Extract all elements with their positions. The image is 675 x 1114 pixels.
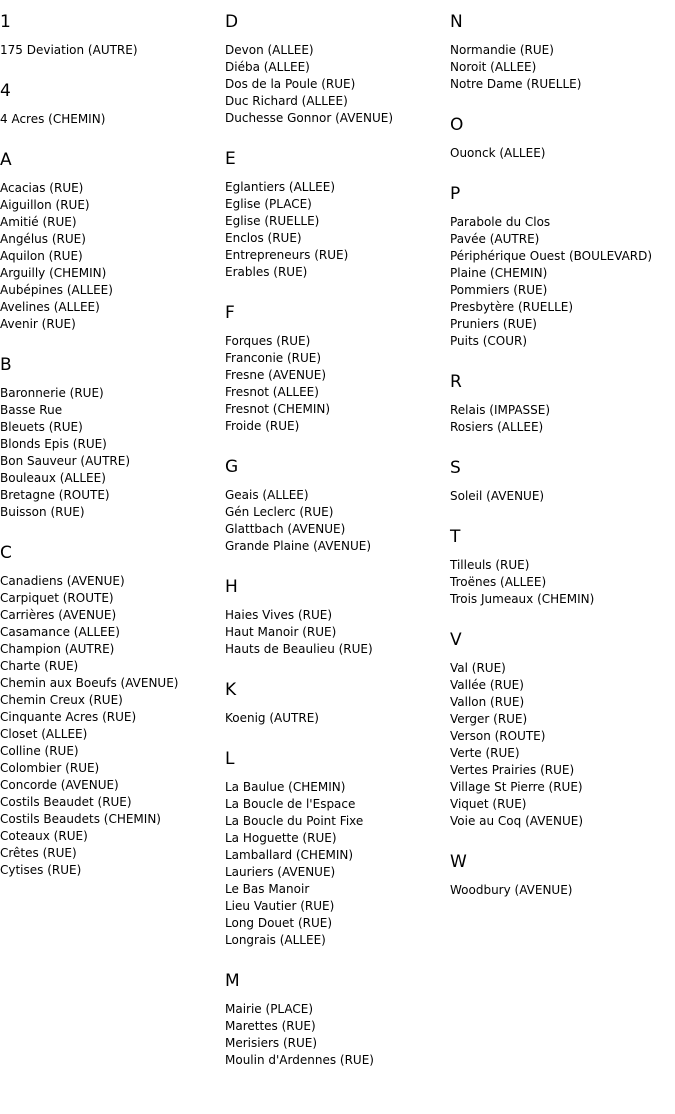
street-link[interactable]: Le Bas Manoir xyxy=(225,882,310,896)
section-letter-heading: S xyxy=(450,458,461,478)
street-link[interactable]: Casamance (ALLEE) xyxy=(0,625,120,639)
letter-section xyxy=(225,971,447,1069)
street-list-item xyxy=(450,762,672,779)
street-link[interactable]: Glattbach (AVENUE) xyxy=(225,522,346,536)
street-link[interactable]: Troënes (ALLEE) xyxy=(450,575,547,589)
section-letter-heading: H xyxy=(225,577,238,597)
street-list-item xyxy=(225,367,447,384)
street-list-item xyxy=(0,777,222,794)
street-link[interactable]: Concorde (AVENUE) xyxy=(0,778,119,792)
street-list-item xyxy=(0,641,222,658)
letter-section xyxy=(450,115,672,162)
letter-section xyxy=(225,12,447,127)
street-list-item xyxy=(0,111,222,128)
street-link[interactable]: Bretagne (ROUTE) xyxy=(0,488,110,502)
street-list xyxy=(0,385,222,521)
street-link[interactable]: Geais (ALLEE) xyxy=(225,488,309,502)
street-link[interactable]: Eglise (PLACE) xyxy=(225,197,312,211)
street-list-item xyxy=(225,830,447,847)
street-list xyxy=(450,660,672,830)
street-link[interactable]: Plaine (CHEMIN) xyxy=(450,266,548,280)
letter-section xyxy=(0,12,222,59)
street-list-item xyxy=(450,59,672,76)
letter-section xyxy=(225,749,447,949)
street-list-item xyxy=(0,504,222,521)
street-link[interactable]: Woodbury (AVENUE) xyxy=(450,883,573,897)
street-list xyxy=(225,1001,447,1069)
street-link[interactable]: Notre Dame (RUELLE) xyxy=(450,77,582,91)
street-list-item xyxy=(450,557,672,574)
letter-section xyxy=(0,81,222,128)
street-link[interactable]: Champion (AUTRE) xyxy=(0,642,115,656)
letter-section xyxy=(225,680,447,727)
street-list-item xyxy=(450,76,672,93)
street-link[interactable]: Chemin Creux (RUE) xyxy=(0,693,123,707)
street-link[interactable]: Aquilon (RUE) xyxy=(0,249,83,263)
street-link[interactable]: Avenir (RUE) xyxy=(0,317,76,331)
street-list-item xyxy=(0,42,222,59)
street-list-item xyxy=(450,265,672,282)
street-list-item xyxy=(225,641,447,658)
section-letter-heading: P xyxy=(450,184,461,204)
section-letter-heading: O xyxy=(450,115,464,135)
street-link[interactable]: Rosiers (ALLEE) xyxy=(450,420,544,434)
letter-section xyxy=(0,355,222,521)
street-list xyxy=(450,488,672,505)
section-letter-heading: D xyxy=(225,12,239,32)
street-list-item xyxy=(450,796,672,813)
street-link[interactable]: Forques (RUE) xyxy=(225,334,311,348)
section-letter-heading: N xyxy=(450,12,463,32)
street-link[interactable]: Entrepreneurs (RUE) xyxy=(225,248,349,262)
street-list-item xyxy=(450,419,672,436)
street-list-item xyxy=(225,881,447,898)
street-link[interactable]: Eglantiers (ALLEE) xyxy=(225,180,336,194)
street-link[interactable]: Closet (ALLEE) xyxy=(0,727,88,741)
street-index-column-2 xyxy=(225,12,447,1091)
street-list-item xyxy=(450,42,672,59)
street-link[interactable]: Haies Vives (RUE) xyxy=(225,608,333,622)
street-link[interactable]: Lieu Vautier (RUE) xyxy=(225,899,335,913)
street-link[interactable]: Franconie (RUE) xyxy=(225,351,322,365)
street-list-item xyxy=(450,591,672,608)
street-index-column-1 xyxy=(0,12,222,901)
street-list-item xyxy=(225,179,447,196)
street-list-item xyxy=(225,59,447,76)
letter-section xyxy=(450,184,672,350)
letter-section xyxy=(0,150,222,333)
street-list xyxy=(450,42,672,93)
street-list-item xyxy=(450,677,672,694)
street-list-item xyxy=(0,607,222,624)
street-link[interactable]: Canadiens (AVENUE) xyxy=(0,574,125,588)
street-link[interactable]: Hauts de Beaulieu (RUE) xyxy=(225,642,373,656)
street-link[interactable]: Erables (RUE) xyxy=(225,265,308,279)
street-list-item xyxy=(450,694,672,711)
street-list-item xyxy=(0,726,222,743)
street-link[interactable]: Périphérique Ouest (BOULEVARD) xyxy=(450,249,653,263)
street-list xyxy=(225,779,447,949)
section-letter-heading: C xyxy=(0,543,12,563)
street-link[interactable]: Avelines (ALLEE) xyxy=(0,300,100,314)
street-link[interactable]: La Boucle du Point Fixe xyxy=(225,814,364,828)
street-link[interactable]: Tilleuls (RUE) xyxy=(450,558,530,572)
street-link[interactable]: Bon Sauveur (AUTRE) xyxy=(0,454,131,468)
street-link[interactable]: Amitié (RUE) xyxy=(0,215,77,229)
street-list xyxy=(225,42,447,127)
section-letter-heading: V xyxy=(450,630,462,650)
street-list-item xyxy=(225,264,447,281)
street-list xyxy=(450,145,672,162)
street-list-item xyxy=(225,76,447,93)
street-list-item xyxy=(450,333,672,350)
street-link[interactable]: Angélus (RUE) xyxy=(0,232,86,246)
street-link[interactable]: Chemin aux Boeufs (AVENUE) xyxy=(0,676,179,690)
letter-section xyxy=(450,852,672,899)
street-link[interactable]: Basse Rue xyxy=(0,403,63,417)
street-list-item xyxy=(0,180,222,197)
street-list xyxy=(225,710,447,727)
section-letter-heading: E xyxy=(225,149,236,169)
street-link[interactable]: La Hoguette (RUE) xyxy=(225,831,337,845)
street-list-item xyxy=(0,811,222,828)
street-list-item xyxy=(450,231,672,248)
section-letter-heading: G xyxy=(225,457,239,477)
street-link[interactable]: Pavée (AUTRE) xyxy=(450,232,540,246)
street-link[interactable]: Costils Beaudet (RUE) xyxy=(0,795,132,809)
street-list-item xyxy=(0,470,222,487)
street-link[interactable]: Carrières (AVENUE) xyxy=(0,608,117,622)
street-list-item xyxy=(225,42,447,59)
street-list-item xyxy=(0,282,222,299)
street-link[interactable]: Acacias (RUE) xyxy=(0,181,84,195)
street-link[interactable]: Viquet (RUE) xyxy=(450,797,527,811)
letter-section xyxy=(225,457,447,555)
street-list-item xyxy=(0,487,222,504)
letter-section xyxy=(450,458,672,505)
letter-section xyxy=(450,372,672,436)
street-link[interactable]: Coteaux (RUE) xyxy=(0,829,88,843)
street-list-item xyxy=(0,453,222,470)
street-list xyxy=(450,557,672,608)
street-list-item xyxy=(0,385,222,402)
section-letter-heading: F xyxy=(225,303,235,323)
street-list xyxy=(0,573,222,879)
street-link[interactable]: Aiguillon (RUE) xyxy=(0,198,90,212)
street-list-item xyxy=(225,110,447,127)
letter-section xyxy=(225,577,447,658)
street-list xyxy=(225,487,447,555)
street-link[interactable]: Normandie (RUE) xyxy=(450,43,554,57)
street-link[interactable]: Enclos (RUE) xyxy=(225,231,302,245)
street-link[interactable]: Grande Plaine (AVENUE) xyxy=(225,539,372,553)
street-list-item xyxy=(0,419,222,436)
street-link[interactable]: Verson (ROUTE) xyxy=(450,729,546,743)
street-link[interactable]: Carpiquet (ROUTE) xyxy=(0,591,114,605)
letter-section xyxy=(450,12,672,93)
street-list-item xyxy=(225,487,447,504)
street-link[interactable]: Baronnerie (RUE) xyxy=(0,386,104,400)
street-link[interactable]: Buisson (RUE) xyxy=(0,505,85,519)
street-link[interactable]: Haut Manoir (RUE) xyxy=(225,625,337,639)
section-letter-heading: B xyxy=(0,355,12,375)
street-link[interactable]: Eglise (RUELLE) xyxy=(225,214,320,228)
street-list-item xyxy=(225,1035,447,1052)
street-link[interactable]: Koenig (AUTRE) xyxy=(225,711,319,725)
street-list-item xyxy=(225,898,447,915)
street-list-item xyxy=(225,932,447,949)
street-link[interactable]: La Baulue (CHEMIN) xyxy=(225,780,346,794)
street-list-item xyxy=(0,675,222,692)
street-list-item xyxy=(450,214,672,231)
street-list-item xyxy=(225,384,447,401)
street-list-item xyxy=(450,728,672,745)
street-list-item xyxy=(225,813,447,830)
street-list-item xyxy=(450,282,672,299)
street-list-item xyxy=(0,794,222,811)
street-link[interactable]: 4 Acres (CHEMIN) xyxy=(0,112,106,126)
street-list-item xyxy=(225,1018,447,1035)
section-letter-heading: 4 xyxy=(0,81,11,101)
street-link[interactable]: Bleuets (RUE) xyxy=(0,420,83,434)
street-link[interactable]: Duchesse Gonnor (AVENUE) xyxy=(225,111,394,125)
street-list-item xyxy=(225,847,447,864)
street-link[interactable]: La Boucle de l'Espace xyxy=(225,797,356,811)
section-letter-heading: 1 xyxy=(0,12,11,32)
street-list-item xyxy=(0,828,222,845)
street-link[interactable]: Soleil (AVENUE) xyxy=(450,489,545,503)
street-link[interactable]: Merisiers (RUE) xyxy=(225,1036,318,1050)
street-link[interactable]: Val (RUE) xyxy=(450,661,506,675)
street-list-item xyxy=(450,574,672,591)
street-link[interactable]: Verte (RUE) xyxy=(450,746,520,760)
street-link[interactable]: Froide (RUE) xyxy=(225,419,300,433)
street-list xyxy=(225,607,447,658)
street-list xyxy=(225,333,447,435)
street-list-item xyxy=(0,231,222,248)
street-link[interactable]: Gén Leclerc (RUE) xyxy=(225,505,334,519)
street-list-item xyxy=(225,401,447,418)
street-link[interactable]: Crêtes (RUE) xyxy=(0,846,77,860)
street-list-item xyxy=(225,1001,447,1018)
street-link[interactable]: 175 Deviation (AUTRE) xyxy=(0,43,138,57)
street-link[interactable]: Bouleaux (ALLEE) xyxy=(0,471,106,485)
street-link[interactable]: Lauriers (AVENUE) xyxy=(225,865,336,879)
letter-section xyxy=(450,527,672,608)
street-list-item xyxy=(225,350,447,367)
street-list-item xyxy=(450,145,672,162)
street-link[interactable]: Fresnot (ALLEE) xyxy=(225,385,319,399)
street-list xyxy=(0,111,222,128)
street-link[interactable]: Colline (RUE) xyxy=(0,744,79,758)
street-link[interactable]: Costils Beaudets (CHEMIN) xyxy=(0,812,161,826)
street-list-item xyxy=(225,796,447,813)
street-list-item xyxy=(450,882,672,899)
street-link[interactable]: Puits (COUR) xyxy=(450,334,528,348)
street-list-item xyxy=(450,779,672,796)
street-list-item xyxy=(225,607,447,624)
street-list-item xyxy=(450,660,672,677)
street-list-item xyxy=(0,265,222,282)
street-list xyxy=(225,179,447,281)
street-link[interactable]: Vallée (RUE) xyxy=(450,678,524,692)
street-link[interactable]: Arguilly (CHEMIN) xyxy=(0,266,107,280)
street-list-item xyxy=(0,197,222,214)
street-list-item xyxy=(450,711,672,728)
street-index-column-3 xyxy=(450,12,672,921)
street-list-item xyxy=(225,1052,447,1069)
street-list-item xyxy=(0,436,222,453)
street-link[interactable]: Verger (RUE) xyxy=(450,712,528,726)
street-list-item xyxy=(225,230,447,247)
street-list-item xyxy=(0,402,222,419)
letter-section xyxy=(225,149,447,281)
street-list-item xyxy=(0,248,222,265)
street-list-item xyxy=(0,214,222,231)
section-letter-heading: A xyxy=(0,150,12,170)
street-list-item xyxy=(225,864,447,881)
street-link[interactable]: Devon (ALLEE) xyxy=(225,43,314,57)
street-link[interactable]: Long Douet (RUE) xyxy=(225,916,333,930)
street-link[interactable]: Blonds Epis (RUE) xyxy=(0,437,107,451)
street-link[interactable]: Dos de la Poule (RUE) xyxy=(225,77,356,91)
street-list-item xyxy=(0,845,222,862)
street-link[interactable]: Marettes (RUE) xyxy=(225,1019,316,1033)
street-list-item xyxy=(225,504,447,521)
street-link[interactable]: Pommiers (RUE) xyxy=(450,283,548,297)
street-link[interactable]: Cytises (RUE) xyxy=(0,863,82,877)
street-link[interactable]: Voie au Coq (AVENUE) xyxy=(450,814,584,828)
street-list-item xyxy=(0,862,222,879)
street-list-item xyxy=(225,915,447,932)
street-link[interactable]: Lamballard (CHEMIN) xyxy=(225,848,354,862)
street-link[interactable]: Moulin d'Ardennes (RUE) xyxy=(225,1053,374,1067)
letter-section xyxy=(225,303,447,435)
street-list-item xyxy=(450,316,672,333)
street-link[interactable]: Presbytère (RUELLE) xyxy=(450,300,574,314)
street-list xyxy=(450,402,672,436)
street-list xyxy=(450,214,672,350)
section-letter-heading: W xyxy=(450,852,467,872)
street-link[interactable]: Pruniers (RUE) xyxy=(450,317,537,331)
street-link[interactable]: Noroit (ALLEE) xyxy=(450,60,537,74)
street-list-item xyxy=(225,196,447,213)
street-link[interactable]: Trois Jumeaux (CHEMIN) xyxy=(450,592,595,606)
street-link[interactable]: Diéba (ALLEE) xyxy=(225,60,310,74)
street-list-item xyxy=(0,573,222,590)
street-list xyxy=(0,180,222,333)
street-link[interactable]: Village St Pierre (RUE) xyxy=(450,780,583,794)
street-list-item xyxy=(225,538,447,555)
street-link[interactable]: Relais (IMPASSE) xyxy=(450,403,551,417)
street-list-item xyxy=(225,418,447,435)
street-link[interactable]: Longrais (ALLEE) xyxy=(225,933,326,947)
street-link[interactable]: Charte (RUE) xyxy=(0,659,79,673)
street-link[interactable]: Ouonck (ALLEE) xyxy=(450,146,546,160)
street-list-item xyxy=(225,247,447,264)
street-list-item xyxy=(225,710,447,727)
street-link[interactable]: Parabole du Clos xyxy=(450,215,551,229)
street-list-item xyxy=(225,779,447,796)
street-list-item xyxy=(0,624,222,641)
street-link[interactable]: Aubépines (ALLEE) xyxy=(0,283,113,297)
street-list-item xyxy=(450,488,672,505)
street-link[interactable]: Fresne (AVENUE) xyxy=(225,368,327,382)
street-link[interactable]: Vallon (RUE) xyxy=(450,695,525,709)
section-letter-heading: T xyxy=(450,527,461,547)
street-list-item xyxy=(225,333,447,350)
street-link[interactable]: Duc Richard (ALLEE) xyxy=(225,94,348,108)
street-list-item xyxy=(225,521,447,538)
section-letter-heading: K xyxy=(225,680,237,700)
street-link[interactable]: Vertes Prairies (RUE) xyxy=(450,763,575,777)
letter-section xyxy=(450,630,672,830)
street-link[interactable]: Fresnot (CHEMIN) xyxy=(225,402,331,416)
street-list xyxy=(0,42,222,59)
street-list-item xyxy=(0,692,222,709)
street-list-item xyxy=(450,248,672,265)
section-letter-heading: R xyxy=(450,372,462,392)
street-list-item xyxy=(0,709,222,726)
street-list-item xyxy=(0,316,222,333)
street-link[interactable]: Mairie (PLACE) xyxy=(225,1002,314,1016)
street-list-item xyxy=(0,760,222,777)
street-list-item xyxy=(225,624,447,641)
street-list-item xyxy=(0,590,222,607)
street-list-item xyxy=(0,299,222,316)
street-link[interactable]: Colombier (RUE) xyxy=(0,761,100,775)
street-list-item xyxy=(225,93,447,110)
street-list xyxy=(450,882,672,899)
street-list-item xyxy=(0,658,222,675)
street-link[interactable]: Cinquante Acres (RUE) xyxy=(0,710,137,724)
street-list-item xyxy=(450,745,672,762)
section-letter-heading: M xyxy=(225,971,240,991)
street-list-item xyxy=(450,299,672,316)
street-list-item xyxy=(0,743,222,760)
letter-section xyxy=(0,543,222,879)
street-list-item xyxy=(450,402,672,419)
section-letter-heading: L xyxy=(225,749,235,769)
street-list-item xyxy=(225,213,447,230)
street-list-item xyxy=(450,813,672,830)
